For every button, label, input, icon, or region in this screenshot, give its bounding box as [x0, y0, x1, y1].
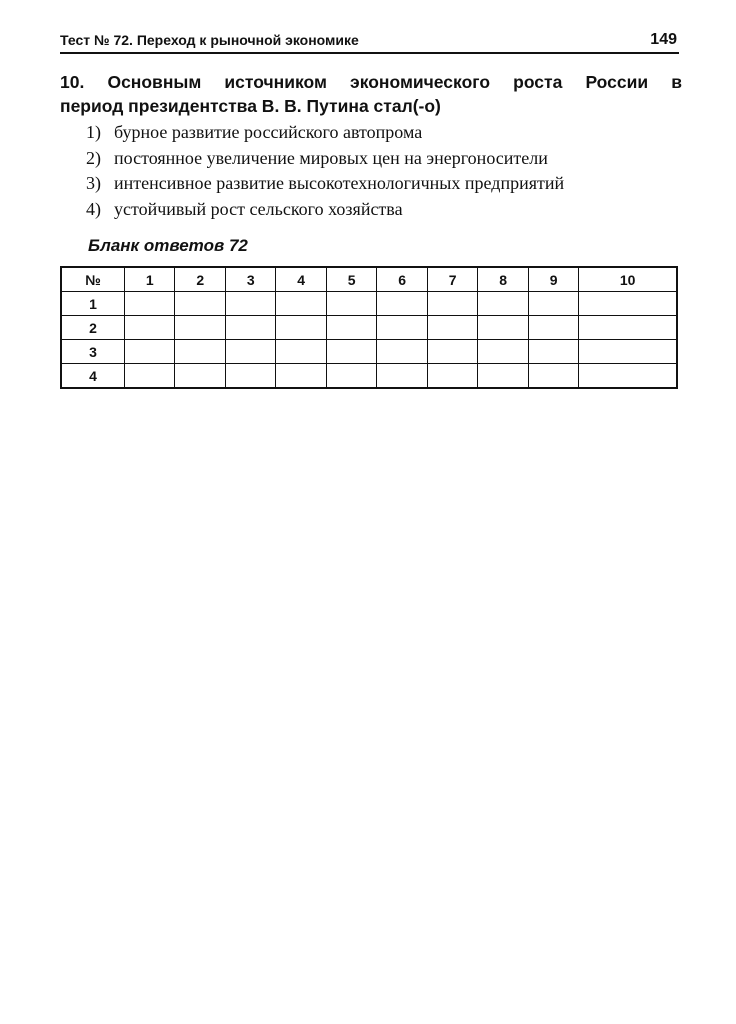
option-3 [86, 171, 564, 197]
column-header: 1 [125, 267, 175, 292]
answer-cell[interactable] [579, 292, 677, 316]
answer-cell[interactable] [276, 340, 326, 364]
option-number: 3) [86, 173, 101, 193]
row-header: 1 [61, 292, 125, 316]
answer-grid-row [61, 316, 677, 340]
option-text: постоянное увеличение мировых цен на энергоносители [114, 147, 548, 168]
corner-header: № [61, 267, 125, 292]
answer-cell[interactable] [478, 292, 528, 316]
answer-cell[interactable] [528, 292, 578, 316]
answer-cell[interactable] [478, 340, 528, 364]
question-text-line2: период президентства В. В. Путина стал(-о) [60, 96, 441, 116]
answer-cell[interactable] [326, 340, 376, 364]
answer-options [86, 120, 564, 222]
answer-cell[interactable] [528, 316, 578, 340]
column-header: 3 [225, 267, 275, 292]
option-text: интенсивное развитие высокотехнологичных предприятий [114, 173, 565, 193]
answer-cell[interactable] [276, 364, 326, 389]
answer-grid-row [61, 292, 677, 316]
answer-cell[interactable] [377, 340, 427, 364]
answer-cell[interactable] [225, 292, 275, 316]
running-title: Тест № 72. Переход к рыночной экономике [60, 32, 359, 48]
answer-cell[interactable] [175, 364, 225, 389]
answer-cell[interactable] [427, 364, 477, 389]
row-header: 2 [61, 316, 125, 340]
answer-cell[interactable] [225, 364, 275, 389]
option-text: бурное развитие российского автопрома [114, 122, 423, 142]
answer-cell[interactable] [225, 340, 275, 364]
page-number: 149 [650, 31, 677, 48]
question-text-line1: 10. Основным источником экономического роста России в [60, 72, 682, 92]
answer-cell[interactable] [125, 364, 175, 389]
row-header: 3 [61, 340, 125, 364]
column-header: 10 [579, 267, 677, 292]
option-2 [86, 146, 564, 172]
answer-grid-row [61, 340, 677, 364]
column-header: 8 [478, 267, 528, 292]
answer-cell[interactable] [125, 316, 175, 340]
answer-cell[interactable] [326, 364, 376, 389]
answer-cell[interactable] [175, 316, 225, 340]
option-number: 4) [86, 198, 101, 219]
answer-cell[interactable] [478, 316, 528, 340]
answer-grid [60, 266, 678, 389]
column-header: 9 [528, 267, 578, 292]
answer-cell[interactable] [427, 292, 477, 316]
answer-cell[interactable] [276, 316, 326, 340]
option-number: 1) [86, 122, 101, 142]
option-4 [86, 197, 564, 223]
column-header: 7 [427, 267, 477, 292]
column-header: 4 [276, 267, 326, 292]
answer-cell[interactable] [427, 316, 477, 340]
answer-cell[interactable] [326, 316, 376, 340]
answer-cell[interactable] [125, 292, 175, 316]
answer-grid-row [61, 364, 677, 389]
answer-cell[interactable] [579, 316, 677, 340]
answer-cell[interactable] [125, 340, 175, 364]
answer-cell[interactable] [377, 364, 427, 389]
column-header: 6 [377, 267, 427, 292]
answer-cell[interactable] [528, 364, 578, 389]
answer-cell[interactable] [175, 340, 225, 364]
option-text: устойчивый рост сельского хозяйства [114, 198, 403, 219]
answer-sheet-title: Бланк ответов 72 [88, 236, 248, 255]
column-header: 2 [175, 267, 225, 292]
answer-cell[interactable] [579, 364, 677, 389]
option-number: 2) [86, 147, 101, 168]
question-10 [60, 70, 682, 118]
answer-grid-header-row [61, 267, 677, 292]
answer-cell[interactable] [175, 292, 225, 316]
answer-cell[interactable] [478, 364, 528, 389]
answer-cell[interactable] [377, 292, 427, 316]
answer-cell[interactable] [377, 316, 427, 340]
answer-cell[interactable] [579, 340, 677, 364]
option-1 [86, 120, 564, 146]
answer-cell[interactable] [225, 316, 275, 340]
page-header [60, 30, 679, 54]
answer-cell[interactable] [326, 292, 376, 316]
answer-cell[interactable] [276, 292, 326, 316]
answer-cell[interactable] [528, 340, 578, 364]
answer-cell[interactable] [427, 340, 477, 364]
column-header: 5 [326, 267, 376, 292]
row-header: 4 [61, 364, 125, 389]
